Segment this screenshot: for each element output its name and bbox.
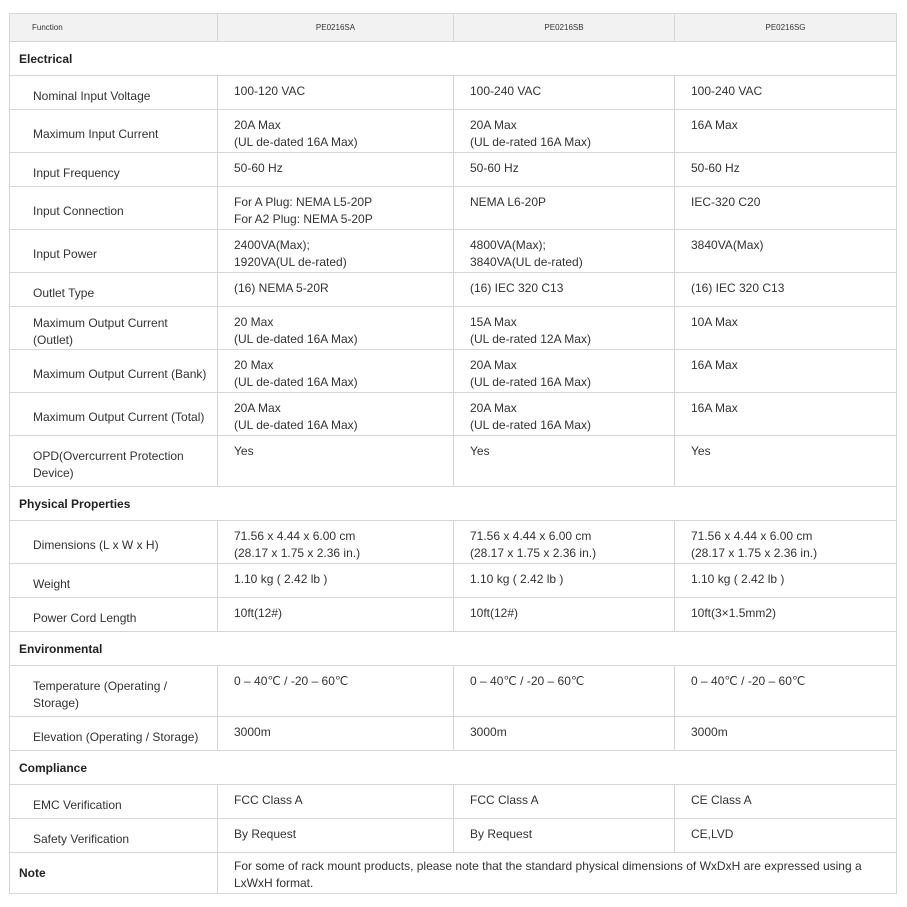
section-electrical <box>10 42 897 76</box>
cell-value: 50-60 Hz <box>218 153 454 187</box>
table-row <box>10 521 897 564</box>
cell-value: For A Plug: NEMA L5-20P For A2 Plug: NEMA 5-20P <box>218 187 454 230</box>
note-row <box>10 853 897 894</box>
table-row <box>10 717 897 751</box>
row-label: Power Cord Length <box>10 598 218 632</box>
cell-value: Yes <box>454 436 675 487</box>
cell-value: 3000m <box>675 717 897 751</box>
cell-value: NEMA L6-20P <box>454 187 675 230</box>
section-compliance <box>10 751 897 785</box>
row-label: Maximum Input Current <box>10 110 218 153</box>
cell-value: 15A Max (UL de-rated 12A Max) <box>454 307 675 350</box>
cell-value: 20 Max (UL de-dated 16A Max) <box>218 307 454 350</box>
cell-value: 100-240 VAC <box>675 76 897 110</box>
row-label: Maximum Output Current (Total) <box>10 393 218 436</box>
cell-value: 16A Max <box>675 350 897 393</box>
table-row <box>10 666 897 717</box>
row-label: Outlet Type <box>10 273 218 307</box>
table-row <box>10 230 897 273</box>
section-title: Compliance <box>10 751 897 785</box>
cell-value: CE,LVD <box>675 819 897 853</box>
header-function: Function <box>10 14 218 42</box>
cell-value: 0 – 40℃ / -20 – 60℃ <box>454 666 675 717</box>
row-label: Input Connection <box>10 187 218 230</box>
cell-value: 20A Max (UL de-dated 16A Max) <box>218 393 454 436</box>
cell-value: 100-120 VAC <box>218 76 454 110</box>
cell-value: 50-60 Hz <box>675 153 897 187</box>
row-label: Weight <box>10 564 218 598</box>
table-row <box>10 436 897 487</box>
table-row <box>10 598 897 632</box>
cell-value: 1.10 kg ( 2.42 lb ) <box>675 564 897 598</box>
row-label: Nominal Input Voltage <box>10 76 218 110</box>
cell-value: 20 Max (UL de-dated 16A Max) <box>218 350 454 393</box>
cell-value: FCC Class A <box>454 785 675 819</box>
cell-value: 4800VA(Max); 3840VA(UL de-rated) <box>454 230 675 273</box>
cell-value: 50-60 Hz <box>454 153 675 187</box>
table-row <box>10 350 897 393</box>
cell-value: 71.56 x 4.44 x 6.00 cm (28.17 x 1.75 x 2.36 in.) <box>218 521 454 564</box>
cell-value: 20A Max (UL de-rated 16A Max) <box>454 393 675 436</box>
cell-value: 20A Max (UL de-dated 16A Max) <box>218 110 454 153</box>
cell-value: (16) IEC 320 C13 <box>675 273 897 307</box>
section-title: Physical Properties <box>10 487 897 521</box>
cell-value: Yes <box>218 436 454 487</box>
cell-value: 3000m <box>218 717 454 751</box>
cell-value: By Request <box>218 819 454 853</box>
cell-value: 0 – 40℃ / -20 – 60℃ <box>675 666 897 717</box>
header-model-pe0216sg: PE0216SG <box>675 14 897 42</box>
cell-value: 2400VA(Max); 1920VA(UL de-rated) <box>218 230 454 273</box>
cell-value: 71.56 x 4.44 x 6.00 cm (28.17 x 1.75 x 2.36 in.) <box>675 521 897 564</box>
table-row <box>10 819 897 853</box>
cell-value: 3840VA(Max) <box>675 230 897 273</box>
cell-value: 10ft(12#) <box>454 598 675 632</box>
cell-value: 3000m <box>454 717 675 751</box>
table-row <box>10 273 897 307</box>
cell-value: (16) NEMA 5-20R <box>218 273 454 307</box>
table-row <box>10 76 897 110</box>
section-title: Environmental <box>10 632 897 666</box>
cell-value: IEC-320 C20 <box>675 187 897 230</box>
row-label: Elevation (Operating / Storage) <box>10 717 218 751</box>
row-label: Dimensions (L x W x H) <box>10 521 218 564</box>
row-label: OPD(Overcurrent Protection Device) <box>10 436 218 487</box>
cell-value: 0 – 40℃ / -20 – 60℃ <box>218 666 454 717</box>
cell-value: 20A Max (UL de-rated 16A Max) <box>454 350 675 393</box>
spec-table <box>9 13 897 894</box>
table-row <box>10 153 897 187</box>
section-physical-properties <box>10 487 897 521</box>
row-label: Input Frequency <box>10 153 218 187</box>
cell-value: FCC Class A <box>218 785 454 819</box>
table-header-row <box>10 14 897 42</box>
cell-value: Yes <box>675 436 897 487</box>
row-label: Maximum Output Current (Bank) <box>10 350 218 393</box>
note-text: For some of rack mount products, please note that the standard physical dimensions of WxDxH are expressed using a LxWxH format. <box>218 853 897 894</box>
row-label: Safety Verification <box>10 819 218 853</box>
table-row <box>10 393 897 436</box>
row-label: Input Power <box>10 230 218 273</box>
table-row <box>10 187 897 230</box>
table-row <box>10 110 897 153</box>
cell-value: 10A Max <box>675 307 897 350</box>
cell-value: 1.10 kg ( 2.42 lb ) <box>454 564 675 598</box>
header-model-pe0216sb: PE0216SB <box>454 14 675 42</box>
cell-value: 1.10 kg ( 2.42 lb ) <box>218 564 454 598</box>
cell-value: 16A Max <box>675 110 897 153</box>
row-label: EMC Verification <box>10 785 218 819</box>
cell-value: 10ft(12#) <box>218 598 454 632</box>
cell-value: By Request <box>454 819 675 853</box>
row-label: Maximum Output Current (Outlet) <box>10 307 218 350</box>
table-row <box>10 307 897 350</box>
table-row <box>10 564 897 598</box>
note-label: Note <box>10 853 218 894</box>
row-label: Temperature (Operating / Storage) <box>10 666 218 717</box>
cell-value: 10ft(3×1.5mm2) <box>675 598 897 632</box>
cell-value: (16) IEC 320 C13 <box>454 273 675 307</box>
cell-value: 71.56 x 4.44 x 6.00 cm (28.17 x 1.75 x 2.36 in.) <box>454 521 675 564</box>
section-environmental <box>10 632 897 666</box>
cell-value: 20A Max (UL de-rated 16A Max) <box>454 110 675 153</box>
cell-value: 100-240 VAC <box>454 76 675 110</box>
table-row <box>10 785 897 819</box>
header-model-pe0216sa: PE0216SA <box>218 14 454 42</box>
cell-value: CE Class A <box>675 785 897 819</box>
section-title: Electrical <box>10 42 897 76</box>
cell-value: 16A Max <box>675 393 897 436</box>
